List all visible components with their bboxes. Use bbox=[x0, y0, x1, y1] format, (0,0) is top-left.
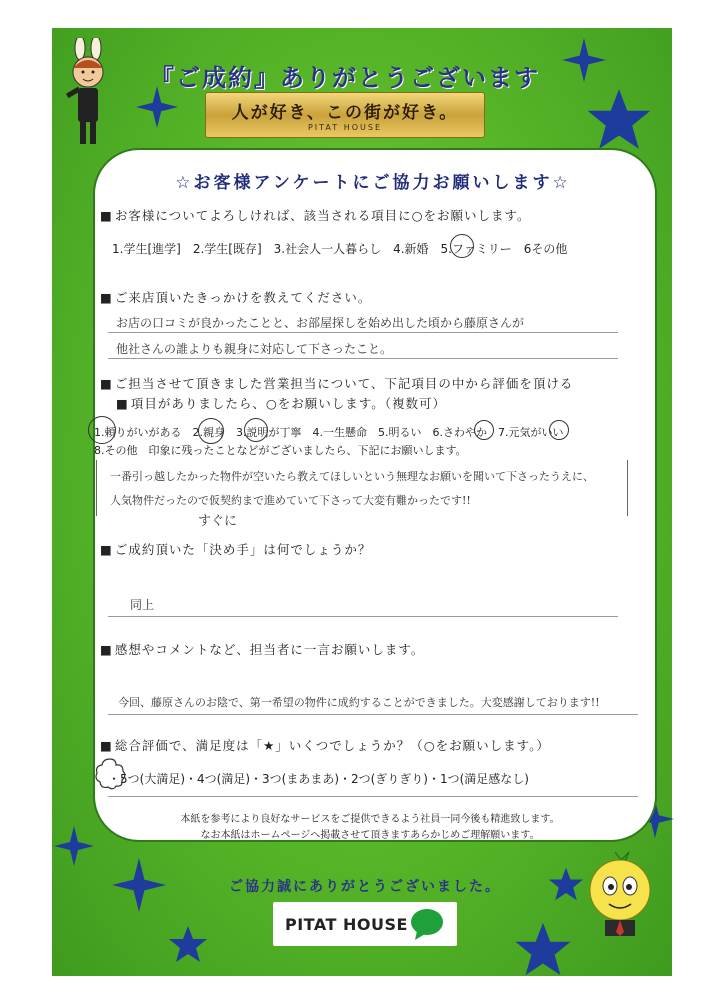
selected-circle-mark bbox=[88, 416, 116, 444]
answer-visit-reason-line2: 他社さんの誰よりも親身に対応して下さったこと。 bbox=[116, 342, 393, 356]
question-staff-evaluation-line2: ■ 項目がありましたら、○をお願いします。（複数可） bbox=[116, 394, 446, 412]
speech-bubble-icon bbox=[409, 907, 445, 941]
answer-rule bbox=[108, 616, 618, 617]
question-staff-evaluation: ■ ご担当させて頂きました営業担当について、下記項目の中から評価を頂ける bbox=[100, 374, 573, 392]
handwritten-insert: すぐに bbox=[198, 514, 238, 529]
answer-comment: 今回、藤原さんのお陰で、第一希望の物件に成約することができました。大変感謝しております!! bbox=[118, 696, 600, 709]
footer-note-line2: なお本紙はホームページへ掲載させて頂きますあらかじめご理解願います。 bbox=[200, 830, 540, 841]
options-customer-type: 1.学生[進学] 2.学生[既存] 3.社会人一人暮らし 4.新婚 5.ファミリー 6その他 bbox=[112, 242, 568, 256]
answer-rule bbox=[108, 714, 638, 715]
star-icon bbox=[548, 866, 584, 902]
selected-circle-mark bbox=[244, 418, 268, 442]
selected-circle-mark bbox=[549, 420, 569, 440]
options-staff-evaluation: 1.頼りがいがある 2.親身 3.説明が丁寧 4.一生懸命 5.明るい 6.さわやか 7.元気がいい bbox=[94, 426, 564, 439]
star-icon bbox=[586, 86, 652, 152]
question-satisfaction: ■ 総合評価で、満足度は「★」いくつでしょうか？（○をお願いします。） bbox=[100, 736, 550, 754]
question-deciding-factor: ■ ご成約頂いた「決め手」は何でしょうか？ bbox=[100, 540, 371, 558]
banner-brand: PITAT HOUSE bbox=[307, 123, 383, 132]
lemon-mascot-illustration bbox=[585, 848, 655, 940]
selected-circle-mark bbox=[450, 234, 474, 258]
other-impression-prompt: 8.その他 印象に残ったことなどがございましたら、下記にお願いします。 bbox=[94, 444, 467, 457]
rabbit-mascot-illustration bbox=[58, 38, 120, 158]
question-visit-reason: ■ ご来店頂いたきっかけを教えてください。 bbox=[100, 288, 371, 306]
answer-rule bbox=[108, 796, 638, 797]
slogan-text: 人が好き、この街が好き。 bbox=[231, 103, 459, 123]
footer-note-line1: 本紙を参考により良好なサービスをご提供できるよう社員一同今後も精進致します。 bbox=[180, 814, 560, 825]
slogan-banner bbox=[205, 92, 485, 138]
flower-circle-mark bbox=[92, 756, 128, 792]
question-customer-type: ■ お客様についてよろしければ、該当される項目に○をお願いします。 bbox=[100, 206, 530, 224]
thanks-message: ご協力誠にありがとうございました。 bbox=[229, 879, 501, 895]
options-satisfaction: ・5つ(大満足)・4つ(満足)・3つ(まあまあ)・2つ(ぎりぎり)・1つ(満足感なし) bbox=[108, 772, 529, 786]
answer-impression-line1: 一番引っ越したかった物件が空いたら教えてほしいという無理なお願いを聞いて下さったうえに、 bbox=[110, 470, 594, 483]
star-icon bbox=[54, 826, 94, 866]
answer-visit-reason-line1: お店の口コミが良かったことと、お部屋探しを始め出した頃から藤原さんが bbox=[116, 316, 525, 330]
answer-impression-line2: 人気物件だったので仮契約まで進めていて下さって大変有難かったです!! bbox=[110, 494, 471, 507]
logo-text: PITAT HOUSE bbox=[285, 915, 408, 934]
star-icon bbox=[168, 924, 208, 964]
survey-title: ☆お客様アンケートにご協力お願いします☆ bbox=[175, 173, 571, 193]
question-comment: ■ 感想やコメントなど、担当者に一言お願いします。 bbox=[100, 640, 424, 658]
answer-deciding-factor: 同上 bbox=[130, 598, 155, 612]
answer-rule bbox=[108, 358, 618, 359]
star-icon bbox=[514, 920, 572, 978]
answer-rule bbox=[108, 332, 618, 333]
page-title: 『ご成約』ありがとうございます bbox=[150, 64, 540, 92]
pitat-house-logo bbox=[273, 902, 457, 946]
star-icon bbox=[112, 858, 166, 912]
selected-circle-mark bbox=[474, 420, 494, 440]
selected-circle-mark bbox=[198, 418, 224, 444]
